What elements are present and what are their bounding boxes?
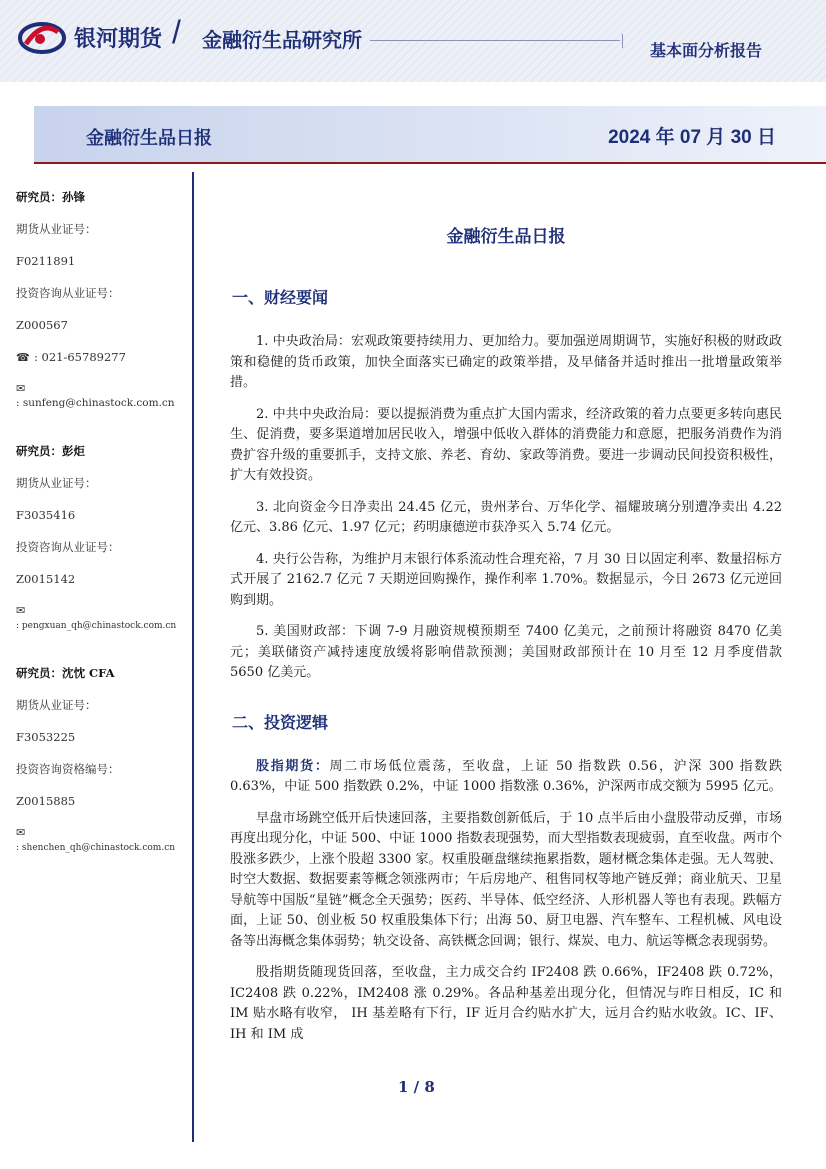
logic-lead-text: 周二市场低位震荡，至收盘，上证 50 指数跌 0.56，沪深 300 指数跌 0.63%，中证 500 指数跌 0.2%，中证 1000 指数涨 0.36%，沪深两市成交额为 5995 亿元。	[230, 758, 782, 794]
futures-license-label: 期货从业证号：	[16, 222, 97, 236]
phone-row: ☎ : 021-65789277	[16, 350, 126, 364]
news-item: 4. 央行公告称，为维护月末银行体系流动性合理充裕，7 月 30 日以固定利率、数量招标方式开展了 2162.7 亿元 7 天期逆回购操作，操作利率 1.70%。数据显示，今日 2673 亿元逆回购到期。	[230, 551, 782, 608]
consult-license-label: 投资咨询从业证号：	[16, 540, 120, 554]
header-divider-tick	[622, 34, 623, 48]
header-divider	[370, 40, 620, 41]
galaxy-logo-icon	[18, 18, 66, 58]
futures-license-label: 期货从业证号：	[16, 476, 97, 490]
consult-license-label: 投资咨询资格编号：	[16, 762, 120, 776]
header-slash: /	[172, 14, 181, 50]
email-address[interactable]: pengxuan_qh@chinastock.com.cn	[21, 621, 177, 631]
analyst-name: 研究员：彭炬	[16, 444, 85, 458]
section-heading-news: 一、财经要闻	[232, 290, 329, 307]
title-band	[34, 106, 826, 164]
mail-icon: ✉	[16, 382, 26, 395]
header-band	[0, 0, 826, 82]
mail-icon: ✉	[16, 826, 26, 839]
document-title: 金融衍生品日报	[446, 227, 566, 246]
logic-keyword: 股指期货：	[256, 758, 330, 774]
page-number: 1 / 8	[398, 1078, 435, 1096]
analyst-name: 研究员：沈忱 CFA	[16, 666, 115, 680]
email-row: ✉: sunfeng@chinastock.com.cn	[16, 382, 175, 409]
consult-license-label: 投资咨询从业证号：	[16, 286, 120, 300]
consult-license-number: Z0015885	[16, 794, 76, 808]
brand-name: 银河期货	[74, 26, 163, 51]
analyst-sidebar	[16, 190, 186, 888]
logic-paragraph: 早盘市场跳空低开后快速回落，主要指数创新低后，于 10 点半后由小盘股带动反弹，市场再度出现分化，中证 500、中证 1000 指数表现强势，而大型指数表现疲弱，直至收盘。两市个股涨多跌少，上涨个股超 3300 家。权重股砸盘继续拖累指数，题材概念集体走强。无人驾驶、时空大数据、数据要素等概念领涨两市；午后房地产、租售同权等地产链反弹；商业航天、卫星导航等中国版“星链”概念全天强势；医药、半导体、低空经济、人形机器人等也有表现。跌幅方面，上证 50、创业板 50 权重股集体下行；出海 50、厨卫电器、汽车整车、工程机械、风电设备等出海概念集体弱势；轨交设备、高铁概念回调；银行、煤炭、电力、航运等概念表现弱势。	[230, 810, 782, 949]
futures-license-label: 期货从业证号：	[16, 698, 97, 712]
logic-paragraph	[230, 757, 782, 798]
phone-icon: ☎	[16, 351, 30, 364]
report-date: 2024 年 07 月 30 日	[608, 127, 776, 148]
futures-license-number: F3035416	[16, 508, 76, 522]
news-item: 1. 中央政治局：宏观政策要持续用力、更加给力。要加强逆周期调节，实施好积极的财政政策和稳健的货币政策，加快全面落实已确定的政策举措，及早储备并适时推出一批增量政策举措。	[230, 334, 782, 390]
mail-icon: ✉	[16, 604, 26, 617]
main-content	[230, 222, 782, 1056]
analyst-name: 研究员：孙锋	[16, 190, 85, 204]
analyst-card	[16, 190, 186, 414]
institute-name: 金融衍生品研究所	[202, 30, 362, 52]
section-heading-logic: 二、投资逻辑	[232, 714, 329, 732]
news-item: 5. 美国财政部：下调 7-9 月融资规模预期至 7400 亿美元，之前预计将融资 8470 亿美元；美联储资产减持速度放缓将影响借款预测；美国财政部预计在 10 月至 12 月季度借款 5650 亿美元。	[230, 624, 782, 680]
news-item: 2. 中共中央政治局：要以提振消费为重点扩大国内需求，经济政策的着力点要更多转向惠民生、促消费，要多渠道增加居民收入，增强中低收入群体的消费能力和意愿，把服务消费作为消费扩容升级的重要抓手，支持文旅、养老、育幼、家政等消费。要进一步调动民间投资积极性，扩大有效投资。	[230, 406, 782, 483]
analyst-card	[16, 444, 186, 636]
email-address[interactable]: sunfeng@chinastock.com.cn	[22, 397, 175, 409]
consult-license-number: Z0015142	[16, 572, 76, 586]
futures-license-number: F3053225	[16, 730, 76, 744]
analyst-card	[16, 666, 186, 858]
report-type: 基本面分析报告	[649, 43, 762, 60]
news-item: 3. 北向资金今日净卖出 24.45 亿元，贵州茅台、万华化学、福耀玻璃分别遭净卖出 4.22 亿元、3.86 亿元、1.97 亿元；药明康德逆市获净买入 5.74 亿元。	[230, 499, 782, 535]
consult-license-number: Z000567	[16, 318, 68, 332]
futures-license-number: F0211891	[16, 254, 76, 268]
email-row: ✉: shenchen_qh@chinastock.com.cn	[16, 826, 176, 853]
phone-number: 021-65789277	[41, 350, 126, 364]
email-row: ✉: pengxuan_qh@chinastock.com.cn	[16, 604, 177, 631]
sidebar-divider	[192, 172, 194, 1142]
band-title: 金融衍生品日报	[86, 128, 212, 148]
logic-paragraph: 股指期货随现货回落，至收盘，主力成交合约 IF2408 跌 0.66%，IF2408 跌 0.72%，IC2408 跌 0.22%，IM2408 涨 0.29%。各品种基差出现分化，但情况与昨日相反，IC 和 IM 贴水略有收窄， IH 基差略有下行，IF 近月合约贴水扩大，远月合约贴水收敛。IC、IF、IH 和 IM 成	[230, 965, 782, 1042]
email-address[interactable]: shenchen_qh@chinastock.com.cn	[21, 843, 176, 853]
